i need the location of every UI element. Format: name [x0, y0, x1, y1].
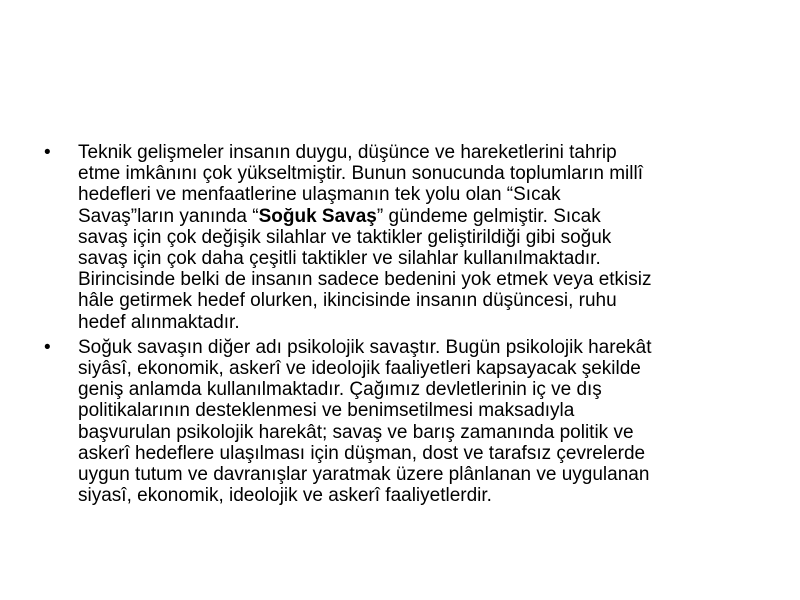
- bullet-item-2: [44, 337, 760, 507]
- bullet-marker: •: [44, 142, 51, 163]
- bold-term: Soğuk Savaş: [258, 205, 377, 227]
- text-line: Birincisinde belki de insanın sadece bedenini yok etmek veya etkisiz: [78, 269, 652, 291]
- text-line: başvurulan psikolojik harekât; savaş ve barış zamanında politik ve: [78, 421, 634, 443]
- text-line: Teknik gelişmeler insanın duygu, düşünce ve hareketlerini tahrip: [78, 142, 617, 163]
- text-line: Soğuk savaşın diğer adı psikolojik savaştır. Bugün psikolojik harekât: [78, 336, 652, 358]
- bullet-text: [78, 337, 760, 507]
- text-line: politikalarının desteklenmesi ve benimsetilmesi maksadıyla: [78, 400, 575, 422]
- text-line: askerî hedeflere ulaşılması için düşman, dost ve tarafsız çevrelerde: [78, 442, 646, 464]
- text-line: hâle getirmek hedef olurken, ikincisinde insanın düşüncesi, ruhu: [78, 290, 617, 312]
- text-segment: ” gündeme gelmiştir. Sıcak: [376, 205, 601, 227]
- bullet-marker: •: [44, 336, 51, 358]
- text-line: savaş için çok değişik silahlar ve taktikler geliştirildiği gibi soğuk: [78, 226, 612, 248]
- text-line: geniş anlamda kullanılmaktadır. Çağımız devletlerinin iç ve dış: [78, 379, 602, 401]
- text-line: uygun tutum ve davranışlar yaratmak üzere plânlanan ve uygulanan: [78, 464, 650, 486]
- bullet-item-1: [44, 142, 760, 333]
- text-line: savaş için çok daha çeşitli taktikler ve silahlar kullanılmaktadır.: [78, 248, 601, 270]
- text-line: [78, 206, 760, 227]
- text-line: siyasî, ekonomik, ideolojik ve askerî faaliyetlerdir.: [78, 485, 492, 507]
- text-segment: Savaş”ların yanında “: [78, 205, 259, 227]
- bullet-text: [78, 142, 760, 333]
- bullet-list: [44, 142, 760, 510]
- text-line: etme imkânını çok yükseltmiştir. Bunun sonucunda toplumların millî: [78, 163, 643, 185]
- text-line: hedefleri ve menfaatlerine ulaşmanın tek yolu olan “Sıcak: [78, 184, 561, 206]
- text-line: hedef alınmaktadır.: [78, 311, 240, 333]
- text-line: siyâsî, ekonomik, askerî ve ideolojik faaliyetleri kapsayacak şekilde: [78, 358, 641, 380]
